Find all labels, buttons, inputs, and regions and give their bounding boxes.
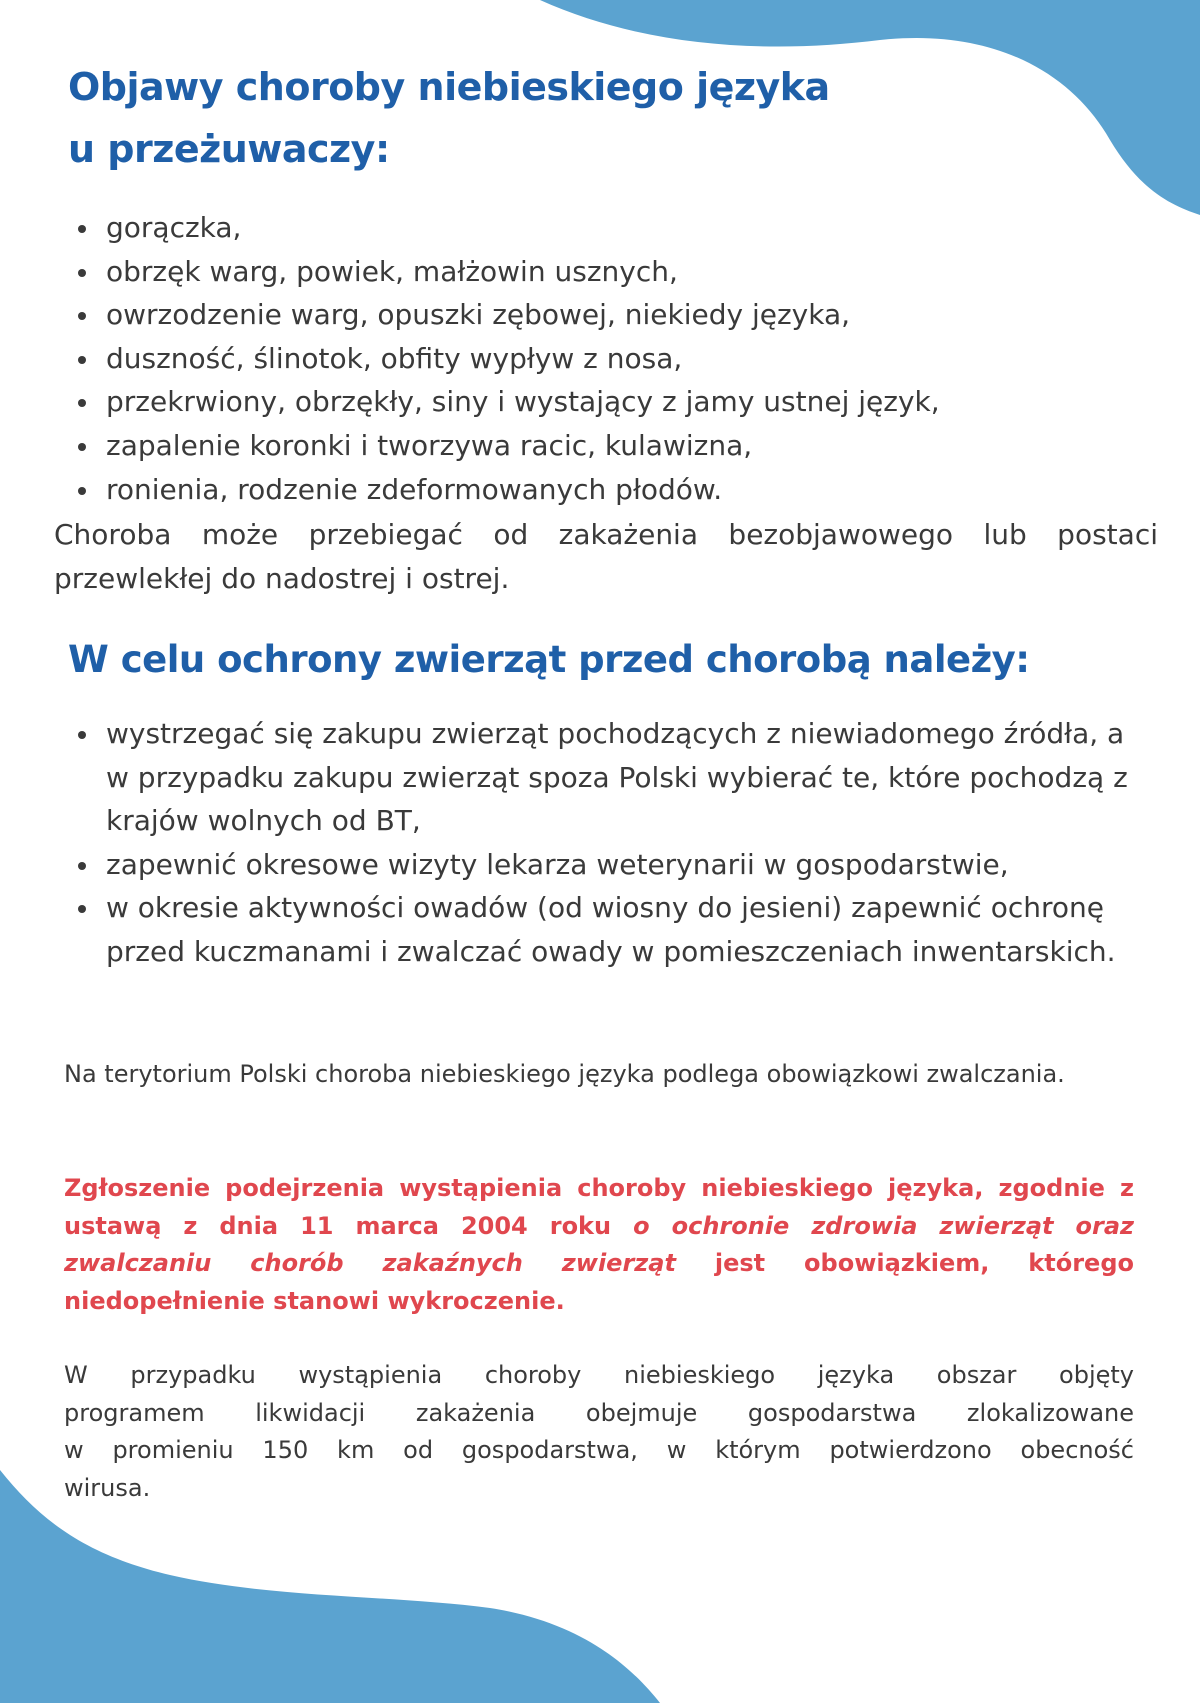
symptom-item-hooves: zapalenie koronki i tworzywa racic, kulawizna, — [68, 424, 1148, 468]
symptom-item-tongue: przekrwiony, obrzękły, siny i wystający z jamy ustnej język, — [68, 380, 1148, 424]
protection-heading: W celu ochrony zwierząt przed chorobą należy: — [68, 638, 1030, 681]
symptom-item-ulceration: owrzodzenie warg, opuszki zębowej, niekiedy języka, — [68, 293, 1148, 337]
symptom-item-swelling: obrzęk warg, powiek, małżowin usznych, — [68, 250, 1148, 294]
zone-line-4: wirusa. — [64, 1473, 151, 1502]
symptoms-heading-line1: Objawy choroby niebieskiego języka — [68, 65, 830, 109]
protection-item-purchase: wystrzegać się zakupu zwierząt pochodzących z niewiadomego źródła, a w przypadku zakupu zwierząt spoza Polski wybierać te, które pochodzą z krajów wolnych od BT, — [68, 712, 1148, 843]
territory-paragraph: Na terytorium Polski choroba niebieskiego języka podlega obowiązkowi zwalczania. — [64, 1060, 1065, 1088]
symptom-item-abortion: ronienia, rodzenie zdeformowanych płodów. — [68, 468, 1148, 512]
symptom-item-dyspnea: duszność, ślinotok, obfity wypływ z nosa, — [68, 337, 1148, 381]
report-text-after: jest obowiązkiem, którego niedopełnienie stanowi wykroczenie. — [64, 1249, 1135, 1315]
symptoms-heading-line2: u przeżuwaczy: — [68, 127, 390, 171]
symptoms-list — [68, 206, 1148, 511]
zone-paragraph — [64, 1357, 1134, 1507]
protection-list — [68, 712, 1148, 974]
symptoms-heading — [68, 56, 968, 180]
zone-line-1: W przypadku wystąpienia choroby niebieskiego języka obszar objęty — [64, 1361, 1134, 1389]
report-obligation-paragraph — [64, 1170, 1134, 1320]
protection-item-insects: w okresie aktywności owadów (od wiosny do jesieni) zapewnić ochronę przed kuczmanami i zwalczać owady w pomieszczeniach inwentarskich. — [68, 886, 1148, 973]
disease-course-paragraph: Choroba może przebiegać od zakażenia bezobjawowego lub postaci przewlekłej do nadostrej i ostrej. — [54, 518, 1158, 595]
zone-line-2: programem likwidacji zakażenia obejmuje gospodarstwa zlokalizowane — [64, 1398, 1134, 1427]
report-text-before: Zgłoszenie podejrzenia wystąpienia choroby niebieskiego języka, zgodnie z ustawą z dnia 11 marca 2004 roku — [64, 1174, 1134, 1240]
report-act-title: o ochronie zdrowia zwierząt oraz zwalczaniu chorób zakaźnych zwierząt — [64, 1211, 1135, 1277]
zone-line-3: w promieniu 150 km od gospodarstwa, w którym potwierdzono obecność — [64, 1436, 1134, 1464]
protection-item-vet-visits: zapewnić okresowe wizyty lekarza weterynarii w gospodarstwie, — [68, 843, 1148, 887]
symptom-item-fever: gorączka, — [68, 206, 1148, 250]
